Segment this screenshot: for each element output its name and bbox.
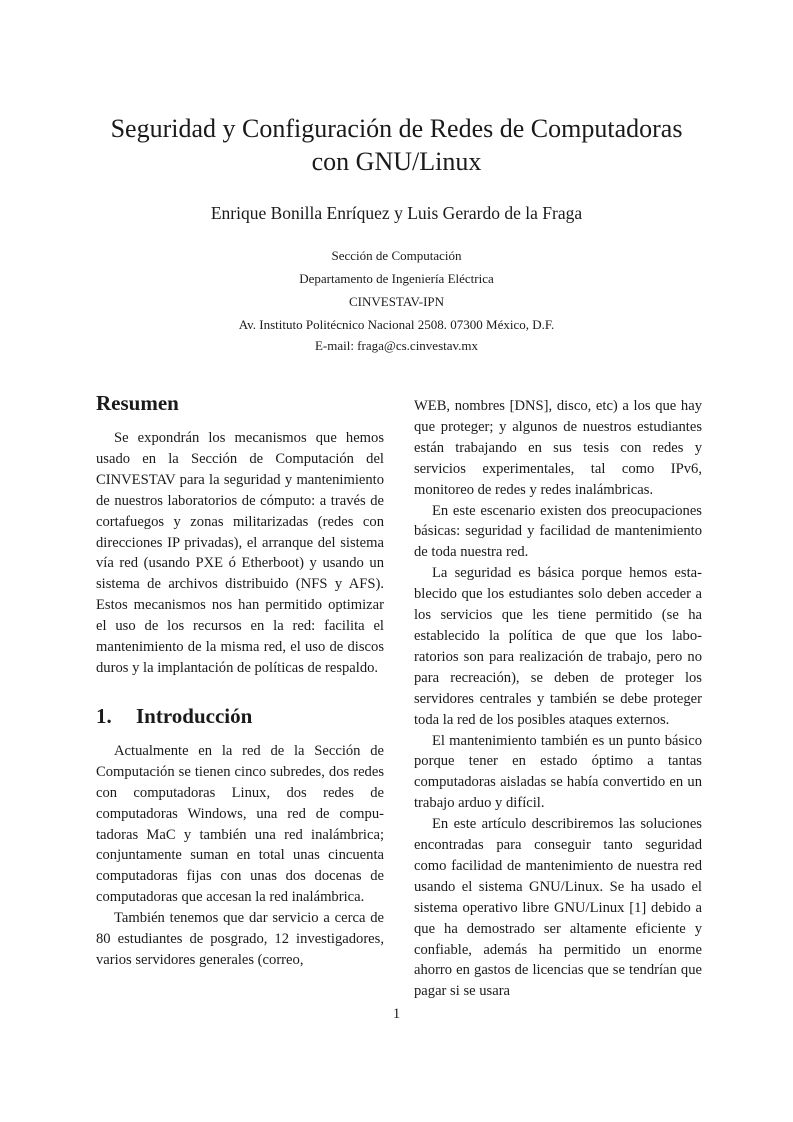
intro-number: 1. [96, 703, 112, 728]
affiliation-address: Av. Instituto Politécnico Nacional 2508. 07300 México, D.F. [238, 317, 555, 332]
intro-heading [96, 703, 384, 729]
intro-paragraph-1: Actualmente en la red de la Sección de Computación se tienen cinco subredes, dos redes con computadoras Linux, dos redes de computadoras Windows, una red de computadoras MaC y también una red inalámbrica; conjuntamente suman en total unas cincuenta computadoras fijas con unas dos docenas de computadoras que accesan la red inalámbrica. [96, 742, 384, 906]
paper-title [60, 112, 733, 178]
paper-title-line-1: Seguridad y Configuración de Redes de Computadoras [110, 114, 683, 143]
paper-title-line-2: con GNU/Linux [311, 147, 482, 176]
intro-paragraph-6: En este artículo describiremos las soluciones encontradas para conseguir tanto seguridad como facilidad de mantenimiento de nuestra red usando el sistema GNU/Linux. Se ha usado el sistema operativo libre GNU/Linux [1] debido a que ha demostrado ser altamente eficiente y confiable, además ha permitido un enorme ahorro en gastos de licencias que se tendrían que pagar si se usara [414, 816, 702, 1000]
intro-paragraph-2: También tenemos que dar servicio a cerca de 80 estudiantes de posgrado, 12 investigadores, varios servidores generales (correo, [96, 910, 384, 968]
intro-paragraph-3: En este escenario existen dos preocupaciones básicas: seguridad y facilidad de mantenimiento de toda nuestra red. [414, 502, 702, 561]
affiliation-email: E-mail: fraga@cs.cinvestav.mx [314, 338, 479, 353]
right-column [414, 396, 702, 1002]
abstract-text: Se expondrán los mecanismos que hemos usado en la Sección de Computación del CINVESTAV para la seguridad y mantenimiento de nuestros laboratorios de cómputo: a través de cortafuegos y zonas militarizadas (redes con direcciones IP privadas), el arranque del sistema vía red (usando PXE ó Etherboot) y usando un sistema de archivos distribuido (NFS y AFS). Estos mecanismos nos han permitido optimizar el uso de los recursos en la red: facilita el mantenimiento de la misma red, el uso de discos duros y la implantación de políticas de respaldo. [96, 430, 384, 676]
intro-title: Introducción [136, 703, 253, 728]
affiliation-department: Departamento de Ingeniería Eléctrica [299, 271, 494, 286]
left-column [96, 390, 384, 971]
affiliation-section: Sección de Computación [331, 248, 462, 263]
intro-paragraph-5: El mantenimiento también es un punto básico porque tener en estado óptimo a tantas computadoras aisladas se había convertido en un trabajo arduo y difícil. [414, 732, 702, 812]
abstract-heading: Resumen [96, 391, 179, 415]
affiliation-institution: CINVESTAV-IPN [348, 294, 445, 309]
affiliation-block [60, 244, 733, 355]
authors: Enrique Bonilla Enríquez y Luis Gerardo de la Fraga [210, 203, 583, 223]
intro-paragraph-4: La seguridad es básica porque hemos establecido que los estudiantes solo deben acceder a los servicios que les tiene permitido (se ha establecido la política de que que los laboratorios son para realización de trabajo, pero no para recreación), se deben de proteger los servidores centrales y también se debe proteger toda la red de los posibles ataques externos. [414, 565, 702, 728]
intro-paragraph-2-continued: WEB, nombres [DNS], disco, etc) a los que hay que proteger; y algunos de nuestros estudiantes están trabajando en sus tesis con redes y servicios experimentales, tal como IPv6, monitoreo de redes y redes inalámbricas. [414, 398, 702, 498]
page-number: 1 [392, 1006, 401, 1022]
